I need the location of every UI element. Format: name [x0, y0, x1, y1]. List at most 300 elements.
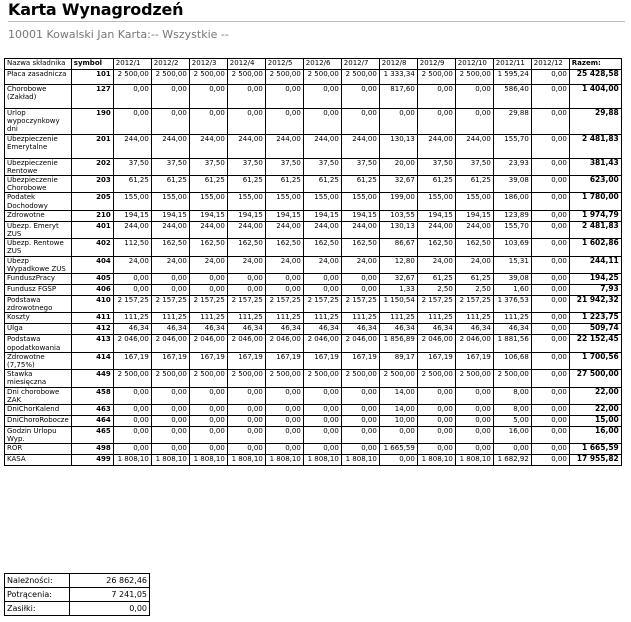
row-value: 39,08: [493, 176, 531, 193]
row-value: 0,00: [531, 455, 569, 466]
row-symbol: 210: [71, 210, 113, 221]
row-value: 0,00: [151, 109, 189, 135]
table-row: [5, 455, 622, 466]
row-value: 111,25: [303, 313, 341, 324]
row-value: 2 046,00: [455, 335, 493, 352]
table-row: [5, 85, 622, 109]
summary-label: Zasiłki:: [5, 602, 70, 616]
row-name: Godzin Urlopu Wyp.: [5, 427, 72, 444]
row-value: 0,00: [113, 416, 151, 427]
row-value: 586,40: [493, 85, 531, 109]
row-value: 0,00: [417, 387, 455, 404]
row-value: 0,00: [303, 285, 341, 296]
row-value: 0,00: [455, 85, 493, 109]
row-value: 2 157,25: [151, 296, 189, 313]
row-value: 0,00: [189, 444, 227, 455]
row-value: 111,25: [227, 313, 265, 324]
row-value: 167,19: [151, 352, 189, 369]
row-value: 0,00: [265, 405, 303, 416]
row-value: 1 333,34: [379, 70, 417, 85]
row-value: 37,50: [227, 158, 265, 175]
row-value: 0,00: [417, 416, 455, 427]
row-value: 111,25: [265, 313, 303, 324]
row-total: 22,00: [569, 387, 621, 404]
row-value: 1 808,10: [303, 455, 341, 466]
row-value: 2 046,00: [113, 335, 151, 352]
row-value: 0,00: [303, 444, 341, 455]
row-value: 194,15: [417, 210, 455, 221]
header-month: 2012/9: [417, 59, 455, 70]
row-value: 111,25: [379, 313, 417, 324]
row-value: 162,50: [455, 239, 493, 256]
row-value: 0,00: [341, 416, 379, 427]
row-value: 123,89: [493, 210, 531, 221]
row-value: 24,00: [151, 256, 189, 273]
row-value: 14,00: [379, 387, 417, 404]
row-value: 46,34: [341, 324, 379, 335]
row-value: 0,00: [531, 324, 569, 335]
row-value: 162,50: [151, 239, 189, 256]
row-symbol: 414: [71, 352, 113, 369]
row-total: 15,00: [569, 416, 621, 427]
row-value: 10,00: [379, 416, 417, 427]
row-value: 0,00: [531, 109, 569, 135]
row-value: 155,00: [189, 193, 227, 210]
row-value: 0,00: [531, 239, 569, 256]
row-value: 0,00: [265, 274, 303, 285]
row-value: 155,00: [341, 193, 379, 210]
row-value: 0,00: [341, 109, 379, 135]
row-value: 244,00: [227, 134, 265, 158]
row-name: Płaca zasadnicza: [5, 70, 72, 85]
row-value: 0,00: [303, 427, 341, 444]
row-value: 39,08: [493, 274, 531, 285]
row-name: Chorobowe (Zakład): [5, 85, 72, 109]
row-value: 0,00: [341, 405, 379, 416]
row-value: 0,00: [455, 416, 493, 427]
row-value: 2 157,25: [303, 296, 341, 313]
row-value: 2 500,00: [379, 370, 417, 387]
row-value: 46,34: [455, 324, 493, 335]
row-value: 0,00: [455, 427, 493, 444]
row-value: 155,70: [493, 221, 531, 238]
row-total: 1 665,59: [569, 444, 621, 455]
row-value: 2 046,00: [227, 335, 265, 352]
row-name: Podstawa zdrowotnego: [5, 296, 72, 313]
row-value: 0,00: [189, 109, 227, 135]
header-name: Nazwa składnika: [5, 59, 72, 70]
row-value: 0,00: [113, 274, 151, 285]
row-value: 61,25: [455, 176, 493, 193]
row-value: 2 500,00: [189, 70, 227, 85]
row-value: 0,00: [531, 427, 569, 444]
row-value: 0,00: [531, 274, 569, 285]
row-value: 1 808,10: [189, 455, 227, 466]
row-value: 23,93: [493, 158, 531, 175]
row-value: 0,00: [113, 444, 151, 455]
header-month: 2012/6: [303, 59, 341, 70]
row-total: 1 700,56: [569, 352, 621, 369]
table-row: [5, 176, 622, 193]
row-value: 86,67: [379, 239, 417, 256]
row-name: KASA: [5, 455, 72, 466]
row-value: 0,00: [379, 455, 417, 466]
row-value: 244,00: [265, 134, 303, 158]
row-value: 0,00: [151, 416, 189, 427]
row-value: 61,25: [417, 176, 455, 193]
header-month: 2012/10: [455, 59, 493, 70]
row-total: 2 481,83: [569, 134, 621, 158]
table-row: [5, 444, 622, 455]
row-value: 8,00: [493, 387, 531, 404]
row-value: 0,00: [531, 405, 569, 416]
row-value: 155,00: [265, 193, 303, 210]
row-value: 2 500,00: [455, 370, 493, 387]
row-value: 162,50: [189, 239, 227, 256]
row-value: 0,00: [265, 387, 303, 404]
row-value: 0,00: [113, 285, 151, 296]
row-value: 167,19: [113, 352, 151, 369]
row-value: 0,00: [227, 109, 265, 135]
row-name: Ubezpieczenie Rentowe: [5, 158, 72, 175]
row-value: 162,50: [227, 239, 265, 256]
row-total: 1 780,00: [569, 193, 621, 210]
title-divider: [8, 21, 625, 22]
row-symbol: 458: [71, 387, 113, 404]
row-symbol: 205: [71, 193, 113, 210]
row-total: 623,00: [569, 176, 621, 193]
row-value: 2 500,00: [303, 70, 341, 85]
row-value: 0,00: [227, 427, 265, 444]
row-value: 0,00: [455, 109, 493, 135]
row-value: 0,00: [113, 427, 151, 444]
summary-row: [5, 588, 150, 602]
row-value: 0,00: [151, 444, 189, 455]
table-row: [5, 134, 622, 158]
row-total: 194,25: [569, 274, 621, 285]
row-value: 155,00: [227, 193, 265, 210]
summary-row: [5, 574, 150, 588]
table-row: [5, 387, 622, 404]
row-value: 0,00: [227, 387, 265, 404]
row-name: Ubezp. Rentowe ZUS: [5, 239, 72, 256]
row-value: 24,00: [113, 256, 151, 273]
row-value: 14,00: [379, 405, 417, 416]
row-value: 0,00: [531, 335, 569, 352]
row-value: 1,33: [379, 285, 417, 296]
row-value: 244,00: [303, 134, 341, 158]
row-value: 0,00: [303, 274, 341, 285]
row-total: 1 974,79: [569, 210, 621, 221]
page-title: Karta Wynagrodzeń: [8, 0, 184, 19]
row-value: 2 157,25: [189, 296, 227, 313]
row-total: 29,88: [569, 109, 621, 135]
row-value: 5,00: [493, 416, 531, 427]
row-value: 0,00: [417, 444, 455, 455]
row-value: 15,31: [493, 256, 531, 273]
row-value: 194,15: [189, 210, 227, 221]
table-row: [5, 370, 622, 387]
row-total: 1 602,86: [569, 239, 621, 256]
row-name: Stawka miesięczna: [5, 370, 72, 387]
row-value: 24,00: [189, 256, 227, 273]
row-symbol: 410: [71, 296, 113, 313]
row-value: 155,00: [151, 193, 189, 210]
row-value: 0,00: [189, 85, 227, 109]
row-value: 106,68: [493, 352, 531, 369]
row-value: 111,25: [189, 313, 227, 324]
header-month: 2012/2: [151, 59, 189, 70]
row-value: 167,19: [455, 352, 493, 369]
row-value: 0,00: [227, 405, 265, 416]
row-name: DniChorKalend: [5, 405, 72, 416]
row-value: 194,15: [151, 210, 189, 221]
row-value: 1 808,10: [341, 455, 379, 466]
table-row: [5, 335, 622, 352]
row-symbol: 201: [71, 134, 113, 158]
row-name: Dni chorobowe ZAK: [5, 387, 72, 404]
row-value: 24,00: [455, 256, 493, 273]
header-month: 2012/1: [113, 59, 151, 70]
row-value: 0,00: [189, 405, 227, 416]
row-value: 244,00: [189, 134, 227, 158]
row-value: 2,50: [455, 285, 493, 296]
row-value: 244,00: [341, 221, 379, 238]
row-value: 194,15: [265, 210, 303, 221]
row-value: 2 500,00: [227, 370, 265, 387]
row-value: 0,00: [113, 405, 151, 416]
row-value: 37,50: [189, 158, 227, 175]
row-value: 1 682,92: [493, 455, 531, 466]
row-total: 244,11: [569, 256, 621, 273]
row-value: 0,00: [151, 85, 189, 109]
summary-value: 7 241,05: [70, 588, 150, 602]
row-value: 162,50: [341, 239, 379, 256]
row-value: 0,00: [531, 210, 569, 221]
row-value: 61,25: [417, 274, 455, 285]
row-value: 12,80: [379, 256, 417, 273]
row-value: 167,19: [227, 352, 265, 369]
row-value: 1,60: [493, 285, 531, 296]
row-value: 0,00: [531, 416, 569, 427]
row-symbol: 449: [71, 370, 113, 387]
row-symbol: 406: [71, 285, 113, 296]
row-value: 46,34: [303, 324, 341, 335]
row-value: 194,15: [303, 210, 341, 221]
row-value: 46,34: [493, 324, 531, 335]
row-value: 244,00: [189, 221, 227, 238]
row-value: 1 808,10: [227, 455, 265, 466]
row-value: 46,34: [265, 324, 303, 335]
row-value: 24,00: [227, 256, 265, 273]
row-value: 0,00: [265, 444, 303, 455]
row-value: 199,00: [379, 193, 417, 210]
row-value: 0,00: [189, 285, 227, 296]
row-symbol: 101: [71, 70, 113, 85]
row-value: 2 500,00: [265, 70, 303, 85]
row-value: 0,00: [189, 427, 227, 444]
row-value: 0,00: [417, 85, 455, 109]
row-value: 2 046,00: [265, 335, 303, 352]
row-value: 0,00: [189, 274, 227, 285]
table-row: [5, 221, 622, 238]
row-value: 0,00: [227, 416, 265, 427]
row-symbol: 499: [71, 455, 113, 466]
row-value: 61,25: [151, 176, 189, 193]
table-row: [5, 296, 622, 313]
row-value: 0,00: [303, 85, 341, 109]
row-value: 2 500,00: [113, 370, 151, 387]
row-value: 0,00: [151, 427, 189, 444]
row-name: Fundusz FGŚP: [5, 285, 72, 296]
row-value: 0,00: [531, 193, 569, 210]
row-symbol: 412: [71, 324, 113, 335]
table-row: [5, 239, 622, 256]
row-name: Ulga: [5, 324, 72, 335]
row-value: 1 595,24: [493, 70, 531, 85]
row-value: 46,34: [379, 324, 417, 335]
row-total: 16,00: [569, 427, 621, 444]
row-name: Zdrowotne (7,75%): [5, 352, 72, 369]
row-name: Podstawa opodatkowania: [5, 335, 72, 352]
row-value: 37,50: [417, 158, 455, 175]
row-value: 2 500,00: [341, 370, 379, 387]
row-value: 61,25: [189, 176, 227, 193]
table-row: [5, 70, 622, 85]
row-value: 162,50: [417, 239, 455, 256]
row-value: 0,00: [455, 444, 493, 455]
row-total: 1 223,75: [569, 313, 621, 324]
row-value: 2 500,00: [341, 70, 379, 85]
row-value: 103,55: [379, 210, 417, 221]
row-value: 0,00: [265, 109, 303, 135]
row-value: 0,00: [531, 221, 569, 238]
row-value: 244,00: [417, 221, 455, 238]
row-value: 0,00: [151, 387, 189, 404]
row-value: 46,34: [189, 324, 227, 335]
row-value: 46,34: [113, 324, 151, 335]
row-value: 0,00: [303, 405, 341, 416]
row-value: 0,00: [227, 285, 265, 296]
row-value: 244,00: [151, 134, 189, 158]
row-value: 0,00: [341, 274, 379, 285]
row-value: 1 808,10: [417, 455, 455, 466]
row-value: 46,34: [227, 324, 265, 335]
row-value: 0,00: [151, 285, 189, 296]
header-month: 2012/3: [189, 59, 227, 70]
row-value: 61,25: [303, 176, 341, 193]
row-value: 0,00: [265, 416, 303, 427]
row-value: 103,69: [493, 239, 531, 256]
row-value: 1 881,56: [493, 335, 531, 352]
row-symbol: 402: [71, 239, 113, 256]
row-total: 21 942,32: [569, 296, 621, 313]
row-symbol: 404: [71, 256, 113, 273]
row-value: 0,00: [113, 85, 151, 109]
row-value: 244,00: [265, 221, 303, 238]
row-value: 155,00: [303, 193, 341, 210]
row-value: 2 157,25: [265, 296, 303, 313]
row-value: 111,25: [417, 313, 455, 324]
table-row: [5, 416, 622, 427]
row-value: 111,25: [455, 313, 493, 324]
row-value: 0,00: [531, 85, 569, 109]
row-value: 2 500,00: [151, 70, 189, 85]
row-value: 155,00: [417, 193, 455, 210]
row-value: 0,00: [531, 352, 569, 369]
row-value: 2 157,25: [341, 296, 379, 313]
table-row: [5, 324, 622, 335]
row-value: 1 808,10: [455, 455, 493, 466]
row-value: 0,00: [531, 285, 569, 296]
row-value: 244,00: [303, 221, 341, 238]
row-value: 111,25: [151, 313, 189, 324]
row-total: 17 955,82: [569, 455, 621, 466]
row-name: Ubezpieczenie Chorobowe: [5, 176, 72, 193]
row-value: 0,00: [379, 427, 417, 444]
row-total: 7,93: [569, 285, 621, 296]
header-month: 2012/8: [379, 59, 417, 70]
row-value: 111,25: [341, 313, 379, 324]
row-value: 194,15: [455, 210, 493, 221]
table-row: [5, 158, 622, 175]
row-value: 130,13: [379, 221, 417, 238]
row-value: 167,19: [265, 352, 303, 369]
row-symbol: 464: [71, 416, 113, 427]
row-symbol: 190: [71, 109, 113, 135]
row-value: 0,00: [303, 387, 341, 404]
row-value: 112,50: [113, 239, 151, 256]
row-value: 61,25: [113, 176, 151, 193]
row-value: 2 157,25: [227, 296, 265, 313]
row-value: 2 046,00: [189, 335, 227, 352]
row-symbol: 413: [71, 335, 113, 352]
row-value: 2 157,25: [113, 296, 151, 313]
row-value: 0,00: [151, 405, 189, 416]
row-symbol: 411: [71, 313, 113, 324]
row-name: Ubezp Wypadkowe ZUS: [5, 256, 72, 273]
row-symbol: 401: [71, 221, 113, 238]
row-value: 24,00: [265, 256, 303, 273]
row-name: Ubezp. Emeryt ZUS: [5, 221, 72, 238]
row-symbol: 498: [71, 444, 113, 455]
header-total: Razem:: [569, 59, 621, 70]
row-value: 244,00: [113, 221, 151, 238]
row-value: 61,25: [341, 176, 379, 193]
header-month: 2012/4: [227, 59, 265, 70]
row-value: 0,00: [303, 109, 341, 135]
row-value: 0,00: [227, 85, 265, 109]
summary-label: Należności:: [5, 574, 70, 588]
row-value: 0,00: [341, 285, 379, 296]
row-value: 186,00: [493, 193, 531, 210]
row-value: 817,60: [379, 85, 417, 109]
row-value: 2 500,00: [493, 370, 531, 387]
row-value: 155,00: [455, 193, 493, 210]
row-value: 0,00: [531, 370, 569, 387]
row-value: 130,13: [379, 134, 417, 158]
row-value: 167,19: [341, 352, 379, 369]
row-value: 46,34: [151, 324, 189, 335]
row-value: 0,00: [531, 444, 569, 455]
summary-table: [4, 573, 150, 616]
row-value: 244,00: [455, 134, 493, 158]
row-value: 0,00: [265, 85, 303, 109]
row-value: 0,00: [151, 274, 189, 285]
table-header-row: [5, 59, 622, 70]
row-value: 2 500,00: [303, 370, 341, 387]
row-value: 167,19: [417, 352, 455, 369]
